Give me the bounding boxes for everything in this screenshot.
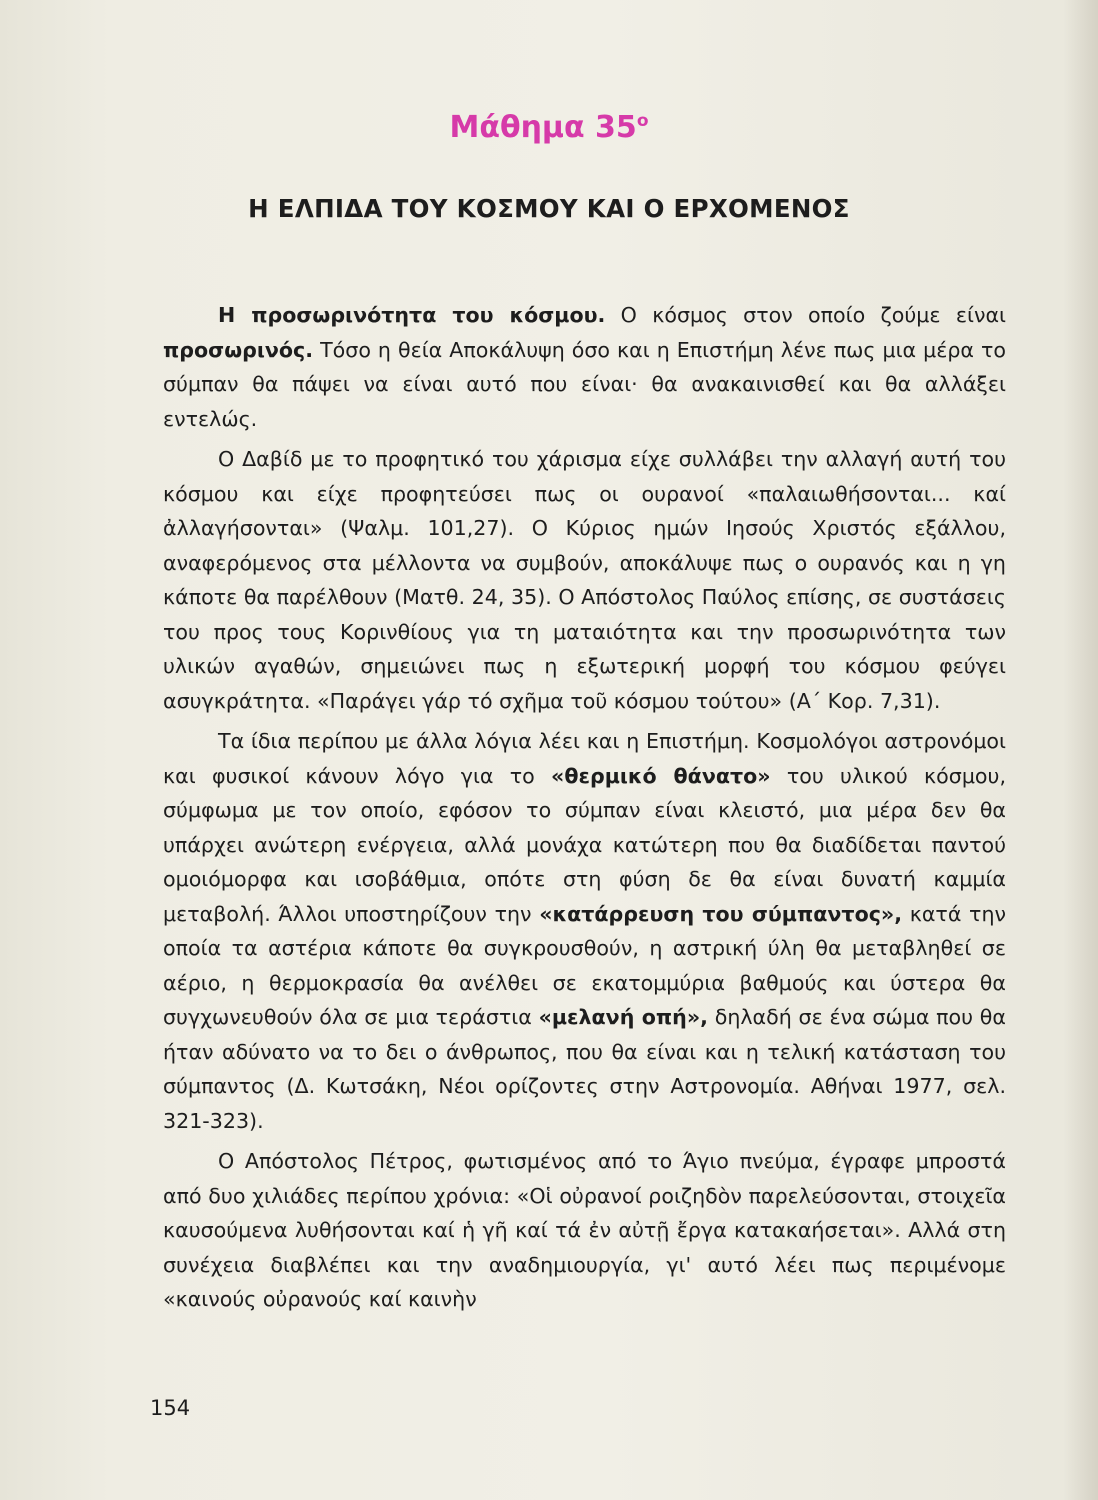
paragraph-3 bbox=[163, 724, 1006, 1138]
paragraph-2: Ο Δαβίδ με το προφητικό του χάρισμα είχε συλλάβει την αλλαγή αυτή του κόσμου και είχε προφητεύσει πως οι ουρανοί «παλαιωθήσονται... καί ἀλλαγήσονται» (Ψαλμ. 101,27). Ο Κύριος ημών Ιησούς Χριστός εξάλλου, αναφερόμενος στα μέλλοντα να συμβούν, αποκάλυψε πως ο ουρανός και η γη κάποτε θα παρέλθουν (Ματθ. 24, 35). Ο Απόστολος Παύλος επίσης, σε συστάσεις του προς τους Κορινθίους για τη ματαιότητα και την προσωρινότητα των υλικών αγαθών, σημειώνει πως η εξωτερική μορφή του κόσμου φεύγει ασυγκράτητα. «Παράγει γάρ τό σχῆμα τοῦ κόσμου τούτου» (Α΄ Κορ. 7,31). bbox=[163, 447, 1006, 713]
paragraph-4: Ο Απόστολος Πέτρος, φωτισμένος από το Άγιο πνεύμα, έγραφε μπροστά από δυο χιλιάδες περίπου χρόνια: «Οἱ οὐρανοί ροιζηδὸν παρελεύσονται, στοιχεῖα καυσούμενα λυθήσονται καί ἡ γῆ καί τά ἐν αὐτῇ ἔργα κατακαήσεται». Αλλά στη συνέχεια διαβλέπει και την αναδημιουργία, γι' αυτό λέει πως περιμένομε «καινούς οὐρανούς καί καινὴν bbox=[163, 1149, 1006, 1311]
lesson-heading bbox=[0, 110, 1098, 145]
paragraph-1-text-a: Ο κόσμος στον οποίο ζούμε είναι bbox=[605, 303, 1006, 327]
page-number: 154 bbox=[150, 1396, 191, 1420]
page-edge-shadow bbox=[1064, 0, 1098, 1500]
paragraph-3-text-b: του υλικού κόσμου, σύμφωμα με τον οποίο, εφόσον το σύμπαν είναι κλειστό, μια μέρα δεν θα υπάρχει ανώτερη ενέργεια, αλλά μονάχα κατώτερη που θα διαδίδεται παντού ομοιόμορφα και ισοβάθμια, οπότε στη φύση δε θα είναι δυνατή καμμία μεταβολή. Άλλοι υποστηρίζουν την bbox=[163, 763, 1006, 926]
paragraph-3-text-d: δηλαδή σε ένα σώμα που θα ήταν αδύνατο να το δει ο άνθρωπος, που θα είναι και η τελική κατάσταση του σύμπαντος (Δ. Κωτσάκη, Νέοι ορίζοντες στην Αστρονομία. Αθήναι 1977, σελ. 321-323). bbox=[163, 1005, 1006, 1133]
lesson-label: Μάθημα 35 bbox=[449, 110, 637, 145]
paragraph-3-emphasis-a: «θερμικό θάνατο» bbox=[551, 763, 771, 788]
lesson-ordinal: ο bbox=[636, 111, 649, 131]
paragraph-1-emphasis: προσωρινός. bbox=[163, 337, 314, 362]
body-text bbox=[163, 298, 1006, 1317]
paragraph-1-text-b: Τόσο η θεία Αποκάλυψη όσο και η Επιστήμη λένε πως μια μέρα το σύμπαν θα πάψει να είναι αυτό που είναι· θα ανακαινισθεί και θα αλλάξει εντελώς. bbox=[163, 337, 1006, 431]
chapter-title: Η ΕΛΠΙΔΑ ΤΟΥ ΚΟΣΜΟΥ ΚΑΙ Ο ΕΡΧΟΜΕΝΟΣ bbox=[248, 194, 850, 223]
paragraph-3-emphasis-c: «μελανή οπή», bbox=[538, 1005, 708, 1029]
paragraph-3-text-a: Τα ίδια περίπου με άλλα λόγια λέει και η Επιστήμη. Κοσμολόγοι αστρονόμοι και φυσικοί κάνουν λόγο για το bbox=[163, 729, 1006, 788]
paragraph-3-text-c: κατά την οποία τα αστέρια κάποτε θα συγκρουσθούν, η αστρική ύλη θα μεταβληθεί σε αέριο, η θερμοκρασία θα ανέλθει σε εκατομμύρια βαθμούς και ύστερα θα συγχωνευθούν όλα σε μια τεράστια bbox=[163, 901, 1007, 1029]
paragraph-3-emphasis-b: «κατάρρευση του σύμπαντος», bbox=[539, 901, 903, 926]
paragraph-1 bbox=[163, 298, 1006, 436]
section-lead: Η προσωρινότητα του κόσμου. bbox=[218, 303, 606, 327]
